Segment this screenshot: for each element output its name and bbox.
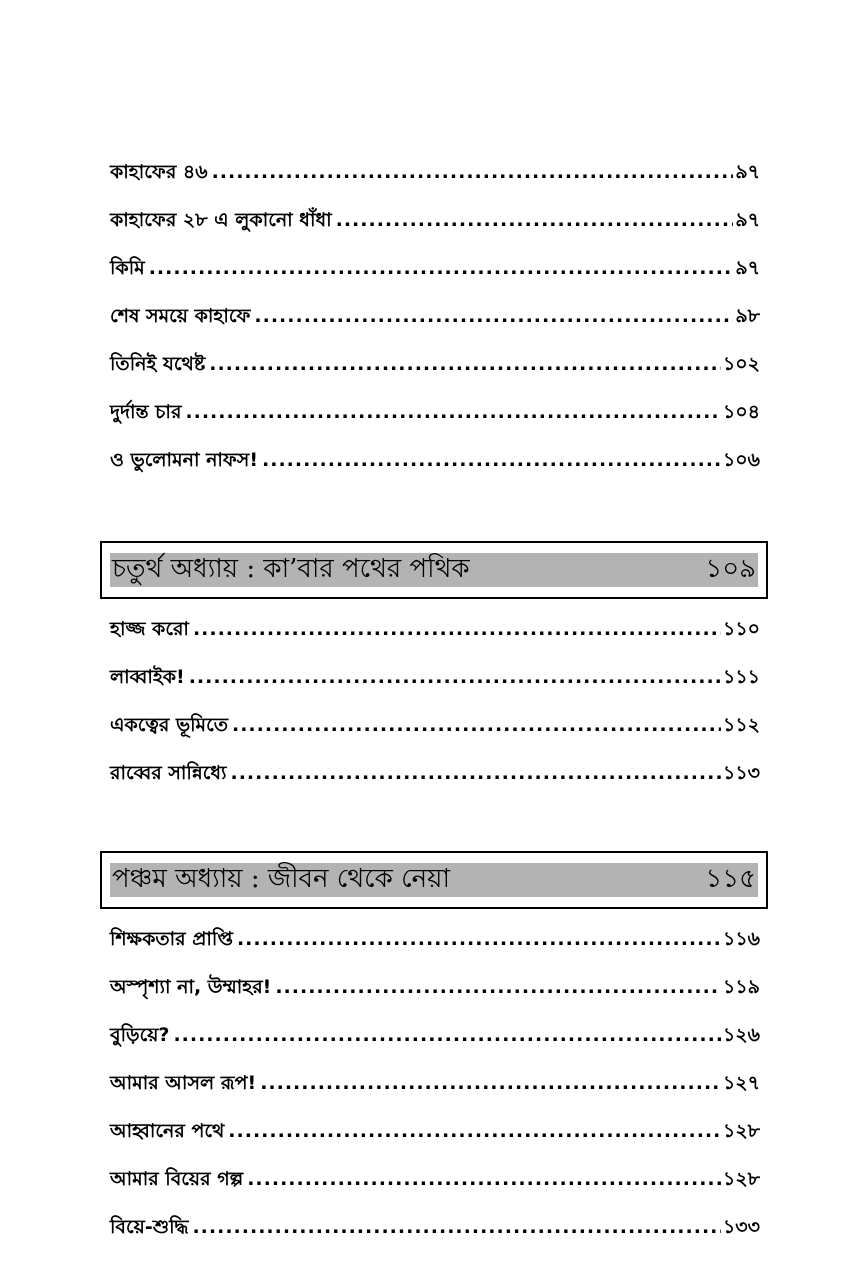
toc-entry[interactable] bbox=[110, 713, 760, 761]
leader-dots bbox=[275, 975, 721, 999]
toc-entry[interactable] bbox=[110, 1167, 760, 1215]
toc-entry-page: ১২৮ bbox=[722, 1168, 760, 1190]
toc-entry-page: ১২৬ bbox=[722, 1024, 760, 1046]
toc-entry-page: ৯৭ bbox=[735, 161, 760, 183]
toc-entry-title: একত্বের ভূমিতে bbox=[110, 714, 228, 736]
toc-entry-title: লাব্বাইক! bbox=[110, 666, 185, 688]
toc-entry-page: ১১১ bbox=[723, 666, 760, 688]
chapter-4-title: চতুর্থ অধ্যায় : কা’বার পথের পথিক bbox=[112, 554, 470, 584]
toc-entry-page: ১১৩ bbox=[722, 762, 760, 784]
toc-section-chapter-4 bbox=[110, 617, 760, 809]
toc-section-chapter-5 bbox=[110, 927, 760, 1263]
toc-entry-title: রাব্বের সান্নিধ্যে bbox=[110, 762, 227, 784]
toc-entry[interactable] bbox=[110, 352, 760, 400]
toc-entry-page: ৯৭ bbox=[735, 257, 760, 279]
toc-entry-title: বিয়ে-শুদ্ধি bbox=[110, 1216, 189, 1238]
toc-entry-page: ১১২ bbox=[722, 714, 760, 736]
toc-entry-page: ৯৭ bbox=[735, 209, 760, 231]
leader-dots bbox=[209, 352, 721, 376]
chapter-5-header[interactable] bbox=[100, 851, 768, 909]
leader-dots bbox=[228, 1119, 721, 1143]
toc-entry[interactable] bbox=[110, 665, 760, 713]
toc-entry-title: দুর্দান্ত চার bbox=[110, 401, 182, 423]
leader-dots bbox=[192, 1215, 721, 1239]
leader-dots bbox=[149, 256, 734, 280]
toc-entry[interactable] bbox=[110, 617, 760, 665]
toc-entry-page: ৯৮ bbox=[735, 305, 760, 327]
toc-entry-title: হাজ্জ করো bbox=[110, 618, 189, 640]
toc-entry-title: ও ভুলোমনা নাফস! bbox=[110, 449, 259, 471]
leader-dots bbox=[189, 665, 721, 689]
toc-entry[interactable] bbox=[110, 304, 760, 352]
toc-entry[interactable] bbox=[110, 160, 760, 208]
toc-entry-page: ১২৭ bbox=[722, 1072, 760, 1094]
chapter-4-page: ১০৯ bbox=[705, 554, 756, 584]
leader-dots bbox=[336, 208, 734, 232]
toc-entry-title: শিক্ষকতার প্রাপ্তি bbox=[110, 928, 233, 950]
toc-entry-title: আমার আসল রূপ! bbox=[110, 1072, 257, 1094]
leader-dots bbox=[237, 927, 721, 951]
toc-entry[interactable] bbox=[110, 761, 760, 809]
leader-dots bbox=[173, 1023, 721, 1047]
toc-entry-title: তিনিই যথেষ্ট bbox=[110, 353, 206, 375]
toc-entry[interactable] bbox=[110, 1215, 760, 1263]
toc-entry-title: কাহাফের ৪৬ bbox=[110, 161, 208, 183]
chapter-5-page: ১১৫ bbox=[705, 864, 756, 894]
toc-entry-title: কাহাফের ২৮ এ লুকানো ধাঁধা bbox=[110, 209, 332, 231]
chapter-4-header[interactable] bbox=[100, 541, 768, 599]
toc-entry-page: ১০৬ bbox=[722, 449, 760, 471]
toc-entry-title: আহ্বানের পথে bbox=[110, 1120, 225, 1142]
leader-dots bbox=[231, 761, 721, 785]
leader-dots bbox=[247, 1167, 721, 1191]
leader-dots bbox=[193, 617, 721, 641]
toc-entry[interactable] bbox=[110, 1071, 760, 1119]
toc-entry-title: বুড়িয়ে? bbox=[110, 1024, 170, 1046]
toc-entry[interactable] bbox=[110, 1119, 760, 1167]
chapter-5-band bbox=[110, 863, 758, 897]
toc-entry[interactable] bbox=[110, 208, 760, 256]
toc-entry[interactable] bbox=[110, 256, 760, 304]
toc-entry-title: অস্পৃশ্যা না, উম্মাহর! bbox=[110, 976, 272, 998]
toc-entry-title: শেষ সময়ে কাহাফে bbox=[110, 305, 251, 327]
toc-section-previous bbox=[110, 160, 760, 496]
toc-entry[interactable] bbox=[110, 927, 760, 975]
toc-entry-page: ১১৬ bbox=[722, 928, 760, 950]
toc-entry[interactable] bbox=[110, 400, 760, 448]
leader-dots bbox=[262, 448, 721, 472]
leader-dots bbox=[212, 160, 734, 184]
chapter-5-title: পঞ্চম অধ্যায় : জীবন থেকে নেয়া bbox=[112, 864, 451, 894]
leader-dots bbox=[185, 400, 721, 424]
toc-entry[interactable] bbox=[110, 1023, 760, 1071]
toc-entry-page: ১১৯ bbox=[723, 976, 760, 998]
toc-entry[interactable] bbox=[110, 448, 760, 496]
toc-entry-page: ১২৮ bbox=[722, 1120, 760, 1142]
toc-entry-page: ১০২ bbox=[722, 353, 760, 375]
leader-dots bbox=[254, 304, 733, 328]
leader-dots bbox=[260, 1071, 721, 1095]
leader-dots bbox=[232, 713, 721, 737]
toc-entry-title: আমার বিয়ের গল্প bbox=[110, 1168, 244, 1190]
toc-entry-title: কিমি bbox=[110, 257, 145, 279]
chapter-4-band bbox=[110, 553, 758, 587]
toc-entry-page: ১১০ bbox=[722, 618, 760, 640]
toc-entry-page: ১৩৩ bbox=[722, 1216, 760, 1238]
toc-entry[interactable] bbox=[110, 975, 760, 1023]
toc-entry-page: ১০৪ bbox=[722, 401, 760, 423]
